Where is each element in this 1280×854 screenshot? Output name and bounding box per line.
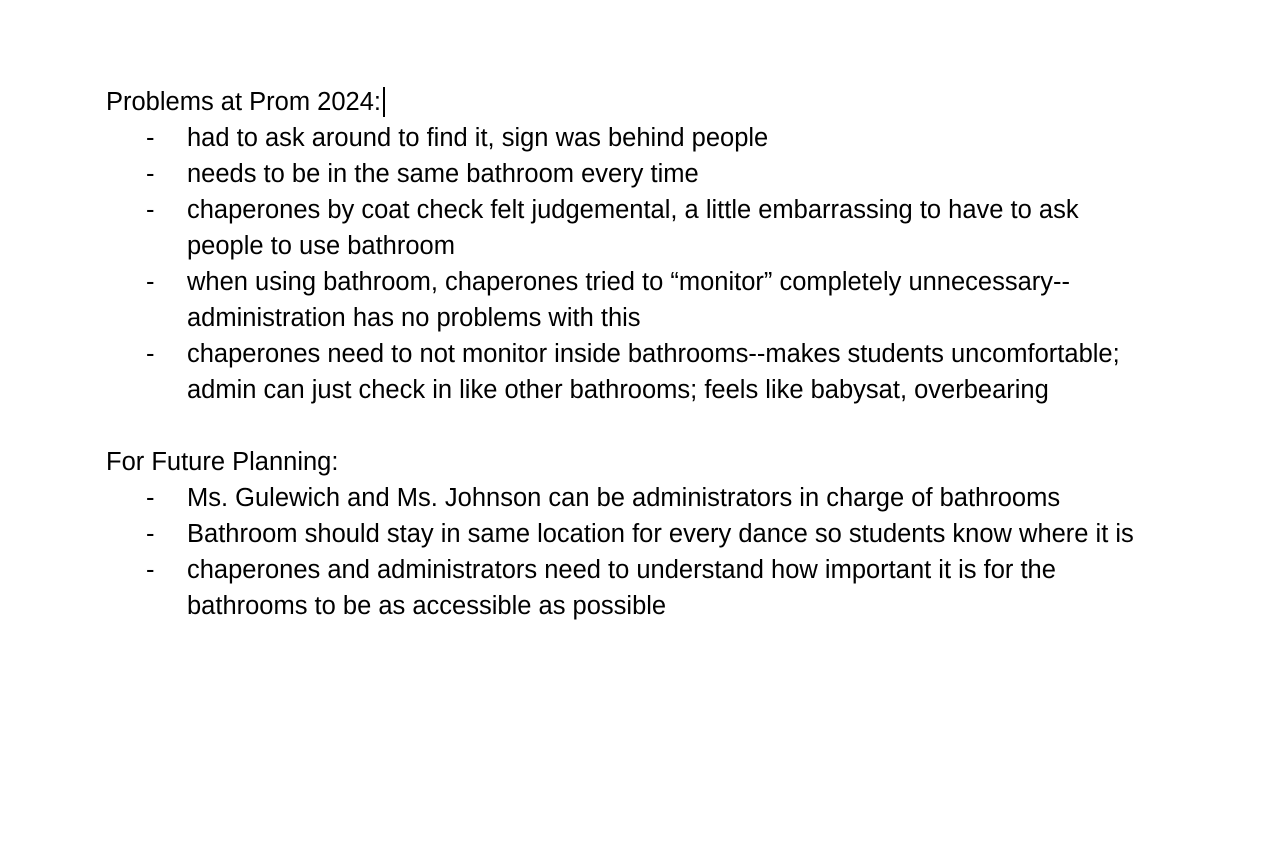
bullet-dash: - [146, 196, 155, 224]
list-item [106, 336, 1186, 408]
list-item-text: chaperones by coat check felt judgemental, a little embarrassing to have to ask people to use bathroom [187, 196, 1079, 260]
bullet-dash: - [146, 556, 155, 584]
list-item [106, 516, 1186, 552]
section-title-text: Problems at Prom 2024: [106, 88, 381, 116]
bullet-list [106, 120, 1186, 408]
list-item [106, 120, 1186, 156]
list-item [106, 156, 1186, 192]
list-item-text: had to ask around to find it, sign was behind people [187, 124, 769, 152]
list-item [106, 192, 1186, 264]
section-title [106, 84, 1186, 120]
bullet-dash: - [146, 268, 155, 296]
list-item [106, 552, 1186, 624]
list-item-text: Bathroom should stay in same location for every dance so students know where it is [187, 520, 1134, 548]
section-future-planning [106, 444, 1186, 624]
list-item [106, 264, 1186, 336]
paragraph-spacer [106, 408, 1186, 444]
section-title [106, 444, 1186, 480]
list-item-text: when using bathroom, chaperones tried to “monitor” completely unnecessary--administration has no problems with this [187, 268, 1071, 332]
list-item [106, 480, 1186, 516]
bullet-dash: - [146, 484, 155, 512]
bullet-dash: - [146, 340, 155, 368]
bullet-dash: - [146, 124, 155, 152]
section-title-text: For Future Planning: [106, 448, 339, 476]
bullet-dash: - [146, 520, 155, 548]
document-body[interactable] [106, 84, 1186, 624]
list-item-text: needs to be in the same bathroom every time [187, 160, 699, 188]
text-cursor [383, 87, 385, 117]
list-item-text: Ms. Gulewich and Ms. Johnson can be administrators in charge of bathrooms [187, 484, 1061, 512]
bullet-list [106, 480, 1186, 624]
bullet-dash: - [146, 160, 155, 188]
list-item-text: chaperones need to not monitor inside bathrooms--makes students uncomfortable; admin can just check in like other bathrooms; feels like babysat, overbearing [187, 340, 1120, 404]
section-problems [106, 84, 1186, 408]
list-item-text: chaperones and administrators need to understand how important it is for the bathrooms to be as accessible as possible [187, 556, 1056, 620]
